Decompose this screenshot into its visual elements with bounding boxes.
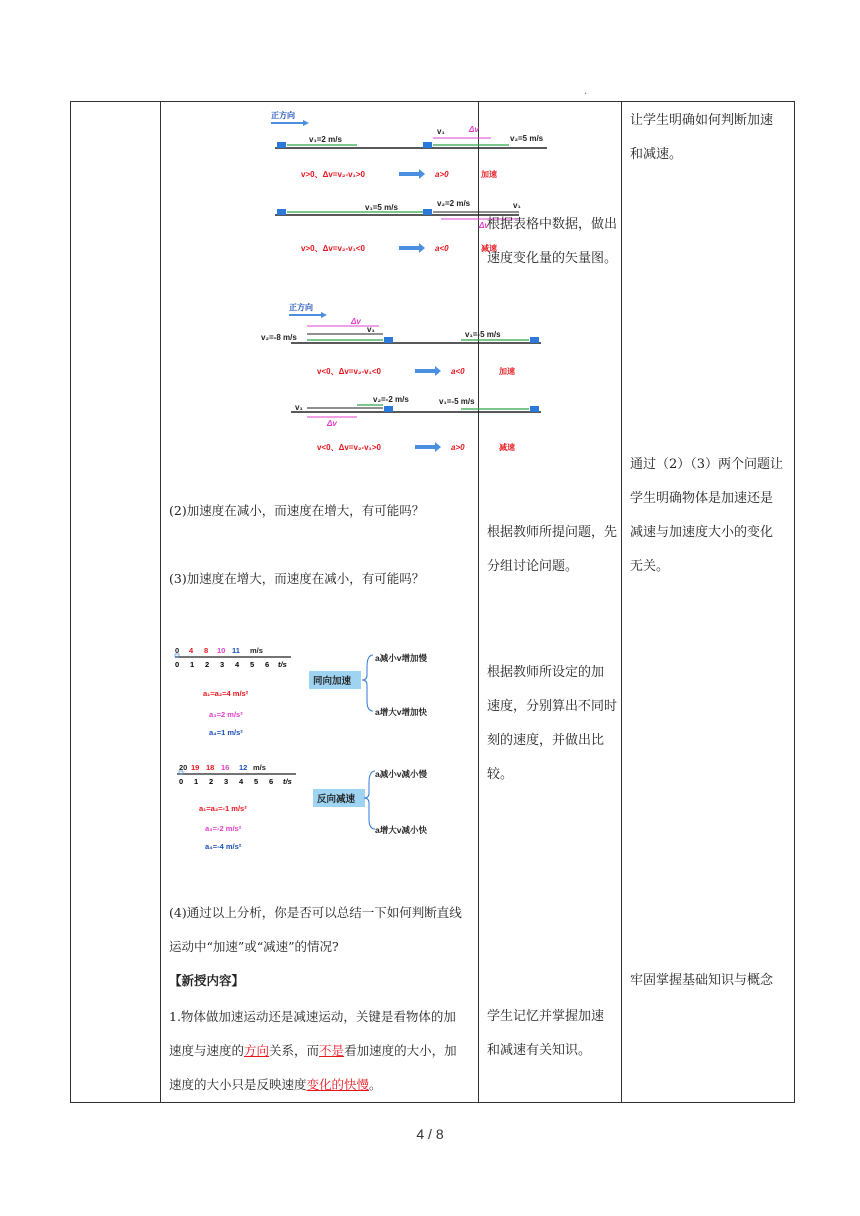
acceleration-label: a₁=a₂=-1 m/s² (199, 804, 247, 813)
object-block (423, 209, 432, 215)
direction-arrowhead (303, 120, 309, 126)
dv-label: Δv (479, 221, 489, 230)
velocity-diagram-positive (161, 102, 544, 282)
tick-label: 3 (220, 660, 225, 669)
acceleration-label: a₁=a₂=4 m/s² (203, 689, 249, 698)
object-block (277, 142, 286, 148)
summary-fill-in: 变化的快慢 (306, 1077, 370, 1092)
activity-line: 分组讨论问题。 (487, 559, 579, 574)
dv-label: Δv (351, 317, 361, 326)
object-block (384, 337, 393, 343)
summary-text: 看加速度的大小，加 (344, 1043, 457, 1058)
col-stage (71, 102, 161, 1103)
same-direction-label: 同向加速 (313, 676, 352, 687)
intent-line: 减速与加速度大小的变化 (630, 525, 774, 540)
tick-label: 2 (205, 660, 210, 669)
same-direction-group (175, 646, 427, 737)
branch-label: a减小v减小慢 (375, 769, 427, 779)
tick-label: 2 (209, 777, 214, 786)
velocity-diagram-negative (161, 296, 515, 466)
v1-short-label: v₁ (367, 325, 375, 334)
result-arrow (415, 442, 441, 452)
v1-label: v₁=-5 m/s (439, 397, 475, 406)
header-mark: . (584, 86, 588, 97)
v2-label: v₂=-2 m/s (373, 395, 409, 404)
condition-text: v<0、Δv=v₂-v₁>0 (317, 443, 381, 452)
dv-label: Δv (327, 419, 337, 428)
activity-line: 和减速有关知识。 (487, 1043, 592, 1058)
summary-fill-in: 不是 (319, 1043, 345, 1058)
tick-label: 0 (175, 660, 180, 669)
tick-label: 4 (239, 777, 244, 786)
summary-text: 速度的大小只是反映速度 (169, 1077, 307, 1092)
object-block (423, 142, 432, 148)
tick-label: 6 (269, 777, 274, 786)
speed-value: 4 (189, 646, 194, 655)
question-3: (3)加速度在增大，而速度在减小，有可能吗？ (169, 571, 425, 586)
tick-label: 1 (194, 777, 199, 786)
result-tag: 减速 (481, 244, 497, 253)
intent-line: 和减速。 (630, 147, 683, 162)
question-4-line2: 运动中“加速”或“减速”的情况? (169, 939, 339, 954)
speed-value: 19 (191, 763, 200, 772)
intent-line: 牢固掌握基础知识与概念 (630, 973, 774, 988)
acceleration-label: a₃=-2 m/s² (205, 824, 242, 833)
result-tag: 减速 (499, 443, 515, 452)
direction-arrowhead (321, 312, 327, 318)
v1-label: v₁=2 m/s (309, 135, 342, 144)
speed-value: 16 (221, 763, 230, 772)
object-block (277, 209, 286, 215)
activity-line: 根据教师所提问题，先 (487, 525, 618, 540)
v2-label: v₂=5 m/s (510, 134, 544, 143)
branch-label: a增大v增加快 (375, 707, 427, 717)
v1-short-label: v₁ (437, 127, 445, 136)
summary-line2 (169, 1034, 457, 1068)
speed-value: 18 (206, 763, 215, 772)
speed-value: 20 (179, 763, 188, 772)
intent-line: 学生明确物体是加速还是 (630, 491, 774, 506)
summary-line1: 1.物体做加速运动还是减速运动，关键是看物体的加 (169, 1009, 456, 1024)
object-block (384, 406, 393, 412)
question-2: (2)加速度在减小，而速度在增大，有可能吗？ (169, 503, 425, 518)
result-text: a>0 (451, 443, 465, 452)
lesson-table (70, 101, 795, 1103)
summary-text: 速度与速度的 (169, 1043, 245, 1058)
summary-text: 。 (369, 1077, 382, 1092)
summary-line3 (169, 1068, 382, 1102)
tick-label: 0 (179, 777, 184, 786)
reverse-direction-label: 反向减速 (317, 794, 356, 805)
result-text: a<0 (451, 367, 465, 376)
intent-line: 无关。 (630, 559, 670, 574)
v1-short-label: v₁ (295, 403, 303, 412)
v2-label: v₂=2 m/s (437, 199, 471, 208)
tick-label: 5 (254, 777, 259, 786)
new-content-heading: 【新授内容】 (169, 973, 245, 988)
positive-direction-label: 正方向 (271, 111, 295, 120)
v2-label: v₂=-8 m/s (261, 333, 297, 342)
result-tag: 加速 (481, 170, 497, 179)
time-axis-label: t/s (278, 660, 287, 669)
speed-value: 10 (217, 646, 226, 655)
reverse-direction-group (177, 763, 427, 851)
positive-direction-label: 正方向 (289, 303, 313, 312)
acceleration-diagram (161, 637, 478, 862)
dv-label: Δv (469, 125, 479, 134)
result-arrow (415, 366, 441, 376)
unit-label: m/s (253, 763, 266, 772)
unit-label: m/s (250, 646, 263, 655)
speed-value: 0 (175, 646, 180, 655)
acceleration-label: a₄=-4 m/s² (205, 842, 242, 851)
question-4-line1: (4)通过以上分析，你是否可以总结一下如何判断直线 (169, 905, 462, 920)
col-design-intent (622, 102, 795, 1103)
brace (362, 655, 373, 711)
branch-label: a减小v增加慢 (375, 653, 427, 663)
tick-label: 3 (224, 777, 229, 786)
acceleration-label: a₃=2 m/s² (209, 710, 243, 719)
condition-text: v>0、Δv=v₂-v₁>0 (301, 170, 365, 179)
intent-line: 通过（2）（3）两个问题让 (630, 457, 784, 472)
activity-line: 根据教师所设定的加 (487, 665, 605, 680)
activity-line: 较。 (487, 767, 514, 782)
page-number: 4 / 8 (416, 1126, 444, 1142)
activity-line: 速度，分别算出不同时 (487, 699, 618, 714)
summary-fill-in: 方向 (244, 1043, 270, 1058)
condition-text: v<0、Δv=v₂-v₁<0 (317, 367, 381, 376)
v1-label: v₁=-5 m/s (465, 330, 501, 339)
brace (364, 771, 375, 829)
summary-text: 关系，而 (269, 1043, 320, 1058)
branch-label: a增大v减小快 (375, 825, 427, 835)
result-tag: 加速 (499, 367, 515, 376)
result-arrow (399, 243, 425, 253)
time-axis-label: t/s (283, 777, 292, 786)
condition-text: v>0、Δv=v₂-v₁<0 (301, 244, 365, 253)
tick-label: 6 (265, 660, 270, 669)
result-text: a>0 (435, 170, 449, 179)
activity-line: 学生记忆并掌握加速 (487, 1009, 605, 1024)
activity-line: 速度变化量的矢量图。 (487, 251, 618, 266)
v1-label: v₁=5 m/s (365, 203, 398, 212)
intent-line: 让学生明确如何判断加速 (630, 113, 774, 128)
tick-label: 4 (235, 660, 240, 669)
acceleration-label: a₄=1 m/s² (209, 728, 243, 737)
activity-line: 根据表格中数据，做出 (487, 217, 618, 232)
tick-label: 5 (250, 660, 255, 669)
tick-label: 1 (190, 660, 195, 669)
col-student-activity (479, 102, 622, 1103)
v1-short-label: v₁ (513, 201, 521, 210)
speed-value: 8 (204, 646, 209, 655)
activity-line: 刻的速度，并做出比 (487, 733, 605, 748)
speed-value: 11 (232, 646, 240, 655)
result-arrow (399, 169, 425, 179)
result-text: a<0 (435, 244, 449, 253)
speed-value: 12 (239, 763, 248, 772)
